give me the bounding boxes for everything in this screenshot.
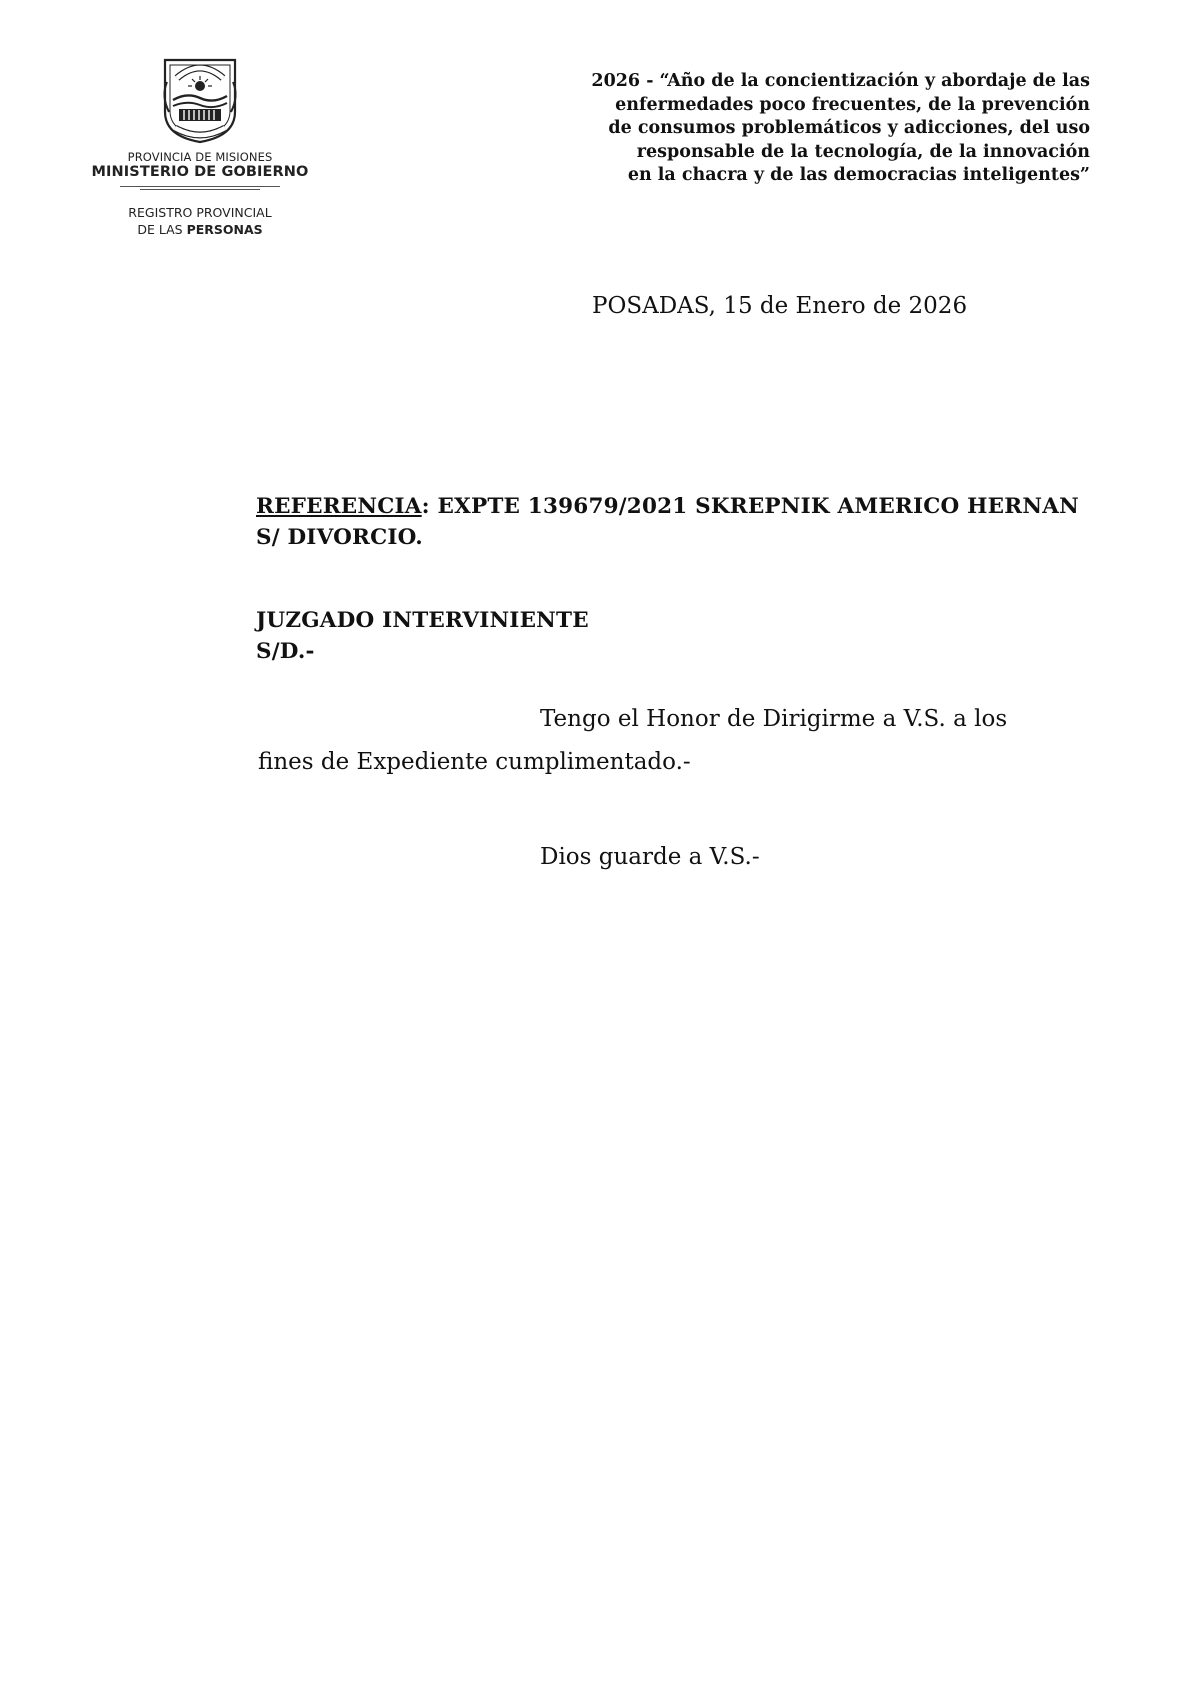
registry-prefix: DE LAS — [137, 222, 187, 237]
registry-name-line-1: REGISTRO PROVINCIAL — [128, 205, 272, 220]
registry-name-line-2 — [80, 222, 320, 238]
reference-label: REFERENCIA — [256, 494, 422, 519]
recipient-block — [256, 605, 589, 667]
reference-block — [256, 491, 1136, 553]
reference-line-2: S/ DIVORCIO. — [256, 525, 423, 550]
registry-strong: PERSONAS — [186, 222, 263, 237]
provincial-seal-icon — [157, 52, 243, 144]
recipient-line-2: S/D.- — [256, 639, 315, 664]
year-motto — [490, 70, 1090, 188]
recipient-line-1: JUZGADO INTERVINIENTE — [256, 608, 589, 633]
closing-salutation: Dios guarde a V.S.- — [540, 844, 760, 870]
motto-line: 2026 - “Año de la concientización y abordaje de las — [591, 71, 1090, 91]
reference-case: : EXPTE 139679/2021 SKREPNIK AMERICO HERNAN — [421, 494, 1079, 519]
province-name: PROVINCIA DE MISIONES — [127, 150, 273, 164]
body-line-2: fines de Expediente cumplimentado.- — [258, 749, 691, 775]
letter-date: POSADAS, 15 de Enero de 2026 — [592, 293, 968, 319]
motto-line: de consumos problemáticos y adicciones, del uso — [608, 118, 1090, 138]
letterhead-divider — [120, 186, 280, 187]
motto-line: enfermedades poco frecuentes, de la prevención — [615, 94, 1090, 115]
motto-line: responsable de la tecnología, de la innovación — [636, 141, 1090, 162]
letterhead — [80, 52, 320, 238]
motto-line: en la chacra y de las democracias inteligentes” — [627, 165, 1090, 185]
letterhead-divider — [140, 189, 260, 190]
ministry-name: MINISTERIO DE GOBIERNO — [91, 164, 309, 180]
body-line-1: Tengo el Honor de Dirigirme a V.S. a los — [540, 706, 1008, 732]
reference-line-1 — [256, 491, 1136, 522]
